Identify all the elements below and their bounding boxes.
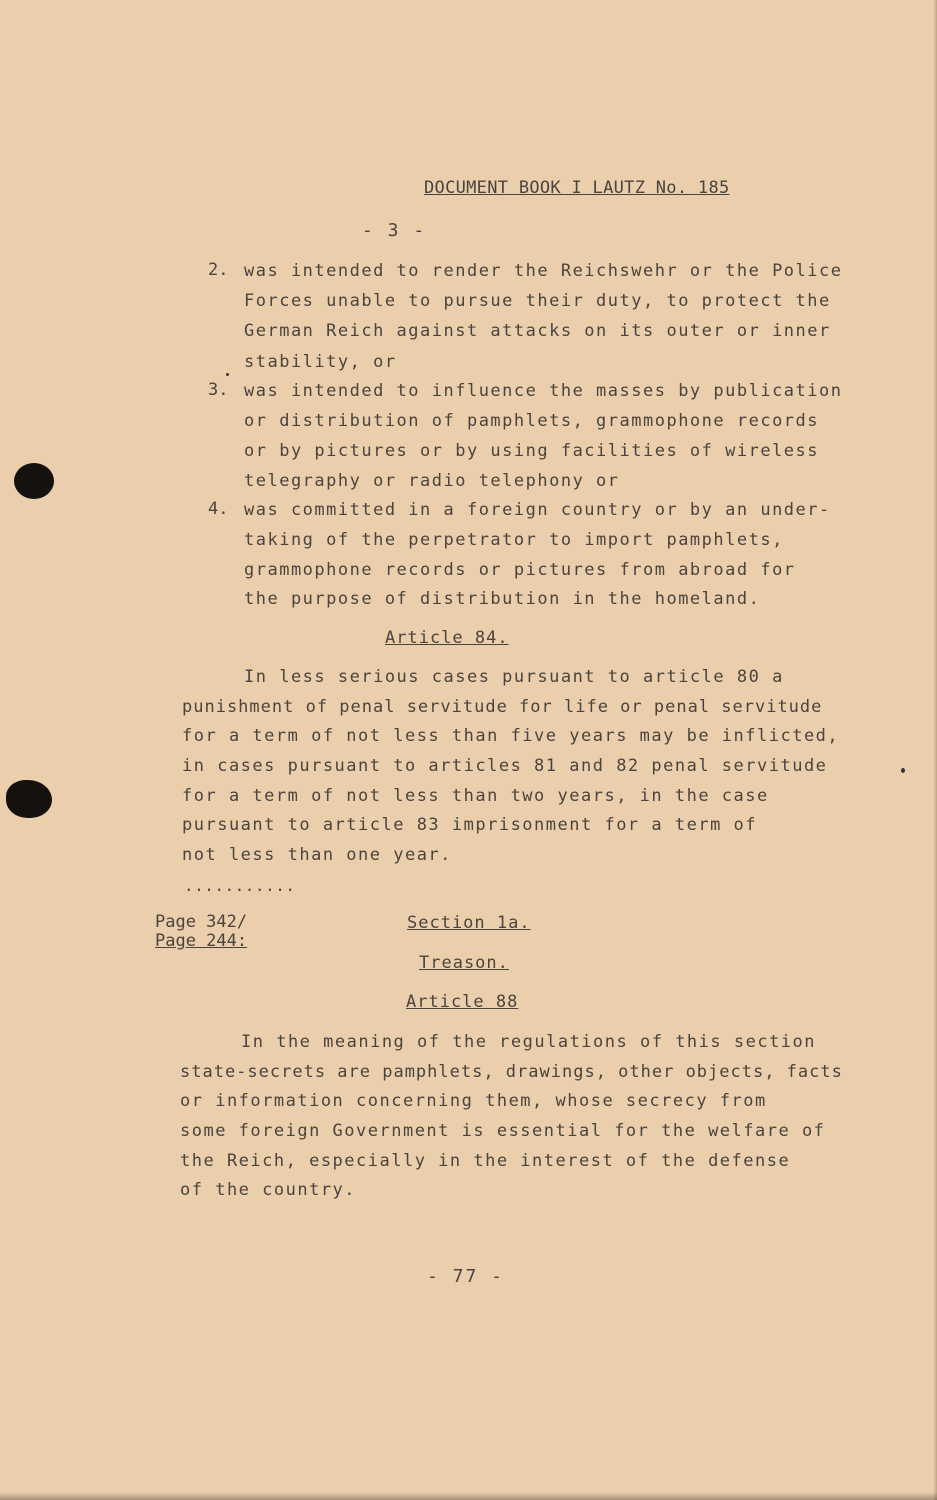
item-line: taking of the perpetrator to import pamphlets, xyxy=(244,530,784,550)
item-line: or distribution of pamphlets, grammophone records xyxy=(244,411,820,431)
section-heading: Section 1a. xyxy=(407,913,531,933)
item-number: 3. xyxy=(208,380,229,400)
article-84-line: in cases pursuant to articles 81 and 82 penal servitude xyxy=(182,756,828,776)
item-line: was intended to render the Reichswehr or the Police xyxy=(244,261,843,281)
article-84-line: not less than one year. xyxy=(182,845,452,865)
article-84-line: punishment of penal servitude for life or penal servitude xyxy=(182,697,823,717)
paper-shadow-right xyxy=(933,0,937,1500)
item-number: 4. xyxy=(208,499,229,519)
footer-page-number: - 77 - xyxy=(427,1266,505,1287)
margin-page-ref: Page 342/ xyxy=(155,912,248,932)
article-84-line: pursuant to article 83 imprisonment for a term of xyxy=(182,815,758,835)
article-84-line: for a term of not less than two years, in the case xyxy=(182,786,769,806)
punch-hole-bottom xyxy=(6,780,52,818)
item-line: or by pictures or by using facilities of wireless xyxy=(244,441,820,461)
article-84-line: In less serious cases pursuant to article 80 a xyxy=(244,667,784,687)
article-84-line: for a term of not less than five years may be inflicted, xyxy=(182,726,840,746)
ink-speck xyxy=(901,768,905,773)
item-line: grammophone records or pictures from abroad for xyxy=(244,560,796,580)
item-line: was intended to influence the masses by publication xyxy=(244,381,843,401)
article-88-line: state-secrets are pamphlets, drawings, other objects, facts xyxy=(180,1062,843,1082)
item-number: 2. xyxy=(208,260,229,280)
article-88-line: some foreign Government is essential for the welfare of xyxy=(180,1121,826,1141)
item-line: the purpose of distribution in the homeland. xyxy=(244,589,761,609)
article-84-heading: Article 84. xyxy=(385,628,509,648)
separator-dots: ........... xyxy=(184,876,296,895)
article-88-heading: Article 88 xyxy=(406,992,519,1012)
item-line: Forces unable to pursue their duty, to protect the xyxy=(244,291,831,311)
article-88-line: of the country. xyxy=(180,1180,357,1200)
article-88-line: the Reich, especially in the interest of the defense xyxy=(180,1151,791,1171)
item-line: telegraphy or radio telephony or xyxy=(244,471,620,491)
ink-speck xyxy=(226,373,229,376)
article-88-line: In the meaning of the regulations of this section xyxy=(241,1032,817,1052)
page-marker: - 3 - xyxy=(362,220,427,241)
item-line: German Reich against attacks on its outer or inner xyxy=(244,321,831,341)
paper-shadow-bottom xyxy=(0,1492,937,1500)
section-subheading: Treason. xyxy=(419,953,509,973)
item-line: stability, or xyxy=(244,352,397,372)
punch-hole-top xyxy=(14,463,54,499)
article-88-line: or information concerning them, whose secrecy from xyxy=(180,1091,767,1111)
document-reference: DOCUMENT BOOK I LAUTZ No. 185 xyxy=(424,178,730,198)
item-line: was committed in a foreign country or by an under- xyxy=(244,500,831,520)
margin-page-ref: Page 244: xyxy=(155,931,248,951)
